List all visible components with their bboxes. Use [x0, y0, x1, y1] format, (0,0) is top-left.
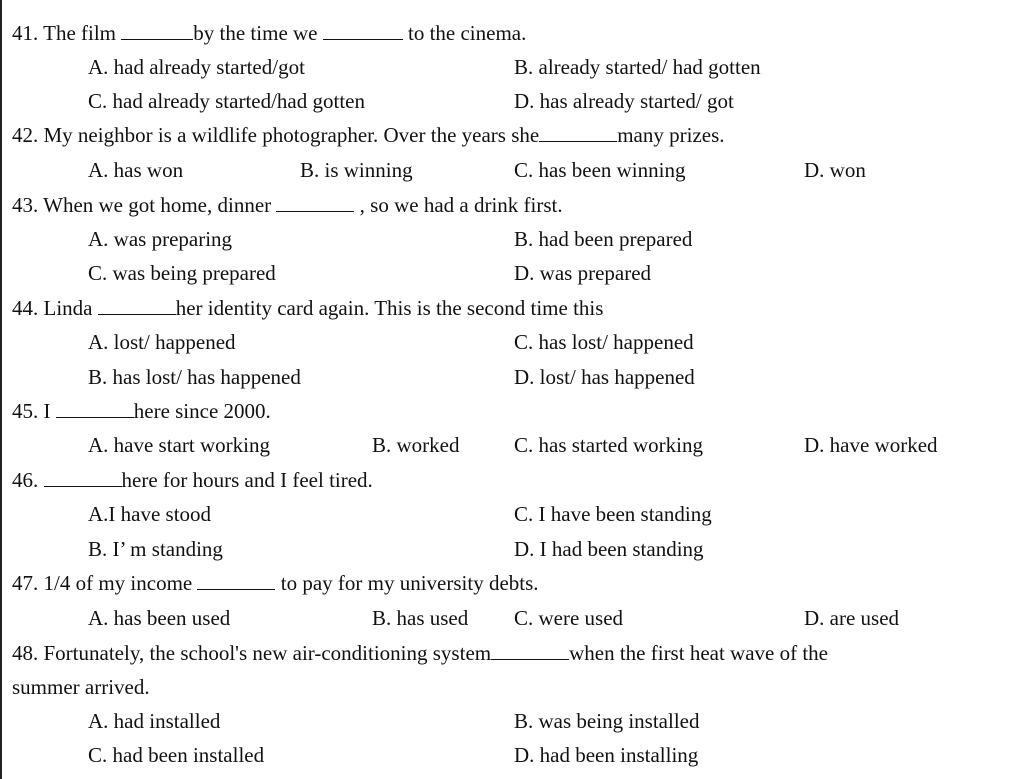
- question-47-stem: [12, 570, 539, 596]
- stem-text: many prizes.: [617, 123, 725, 147]
- answer-blank: [121, 21, 193, 40]
- option-c: C. had been installed: [88, 743, 265, 767]
- option-a: A. lost/ happened: [88, 330, 236, 354]
- option-d: D. are used: [804, 606, 900, 630]
- answer-blank: [276, 193, 354, 212]
- option-d: D. had been installing: [514, 743, 699, 767]
- question-45-stem: [12, 398, 271, 424]
- question-number: 44.: [12, 296, 39, 320]
- question-48-stem: [12, 640, 828, 666]
- question-number: 46.: [12, 468, 39, 492]
- option-b: B. already started/ had gotten: [514, 55, 761, 79]
- option-a: A. had installed: [88, 709, 221, 733]
- question-46-stem: [12, 467, 373, 493]
- answer-blank: [44, 468, 122, 487]
- stem-text: When we got home, dinner: [43, 193, 277, 217]
- option-b: B. has used: [372, 606, 469, 630]
- option-a: A. was preparing: [88, 227, 233, 251]
- option-c: C. has been winning: [514, 158, 686, 182]
- option-d: D. won: [804, 158, 866, 182]
- option-c: C. was being prepared: [88, 261, 276, 285]
- question-44-stem: [12, 295, 603, 321]
- question-42-stem: [12, 122, 725, 148]
- stem-text: 1/4 of my income: [43, 571, 198, 595]
- option-a: A. has been used: [88, 606, 231, 630]
- stem-text: here for hours and I feel tired.: [121, 468, 373, 492]
- option-c: C. were used: [514, 606, 624, 630]
- option-c: C. I have been standing: [514, 502, 712, 526]
- option-d: D. I had been standing: [514, 537, 704, 561]
- option-b: B. was being installed: [514, 709, 700, 733]
- stem-text: Fortunately, the school's new air-conditioning system: [43, 641, 492, 665]
- answer-blank: [56, 399, 134, 418]
- option-b: B. had been prepared: [514, 227, 693, 251]
- option-c: C. has lost/ happened: [514, 330, 694, 354]
- stem-text: I: [43, 399, 56, 423]
- stem-text: when the first heat wave of the: [569, 641, 828, 665]
- option-a: A. had already started/got: [88, 55, 305, 79]
- option-a: A.I have stood: [88, 502, 212, 526]
- stem-text: to the cinema.: [402, 21, 527, 45]
- stem-text: her identity card again. This is the second time this: [175, 296, 604, 320]
- answer-blank: [323, 21, 403, 40]
- question-41-stem: [12, 20, 526, 46]
- option-d: D. have worked: [804, 433, 938, 457]
- option-d: D. has already started/ got: [514, 89, 734, 113]
- option-b: B. I’ m standing: [88, 537, 223, 561]
- stem-text: Linda: [43, 296, 98, 320]
- question-number: 42.: [12, 123, 39, 147]
- question-number: 47.: [12, 571, 39, 595]
- question-number: 45.: [12, 399, 39, 423]
- option-a: A. has won: [88, 158, 184, 182]
- answer-blank: [197, 571, 275, 590]
- option-a: A. have start working: [88, 433, 270, 457]
- option-b: B. has lost/ has happened: [88, 365, 301, 389]
- option-b: B. worked: [372, 433, 460, 457]
- option-d: D. lost/ has happened: [514, 365, 695, 389]
- stem-text: My neighbor is a wildlife photographer. Over the years she: [43, 123, 540, 147]
- option-c: C. had already started/had gotten: [88, 89, 365, 113]
- stem-text: by the time we: [193, 21, 323, 45]
- question-43-stem: [12, 192, 563, 218]
- stem-text: The film: [43, 21, 122, 45]
- answer-blank: [98, 296, 176, 315]
- option-d: D. was prepared: [514, 261, 652, 285]
- question-number: 48.: [12, 641, 39, 665]
- option-c: C. has started working: [514, 433, 703, 457]
- stem-text: , so we had a drink first.: [354, 193, 563, 217]
- option-b: B. is winning: [300, 158, 413, 182]
- stem-text: to pay for my university debts.: [275, 571, 539, 595]
- answer-blank: [491, 641, 569, 660]
- answer-blank: [539, 123, 617, 142]
- question-number: 43.: [12, 193, 39, 217]
- question-48-stem-continuation: summer arrived.: [12, 675, 150, 699]
- stem-text: here since 2000.: [133, 399, 271, 423]
- question-number: 41.: [12, 21, 39, 45]
